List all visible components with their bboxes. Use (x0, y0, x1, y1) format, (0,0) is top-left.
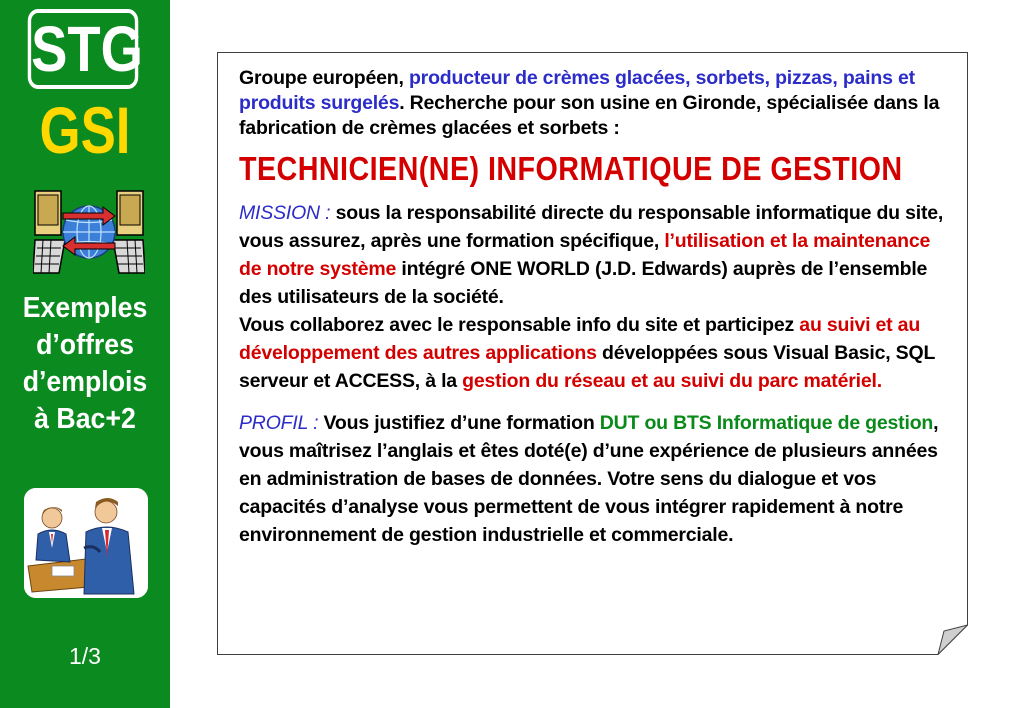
profil-paragraph (239, 409, 954, 549)
mission-text: développées sous Visual Basic, SQL serveur et ACCESS, à la (239, 342, 935, 392)
business-meeting-clipart (24, 488, 148, 598)
sidebar-title-line: d’offres (36, 329, 134, 361)
sidebar (0, 0, 170, 708)
intro-text: . Recherche pour son usine en Gironde, spécialisée dans la fabrication de crèmes glacées et sorbets : (239, 92, 940, 139)
stg-logo: STG (28, 9, 139, 89)
meeting-icon (24, 488, 148, 598)
profil-label: PROFIL : (239, 412, 319, 434)
mission-text: sous la responsabilité directe du responsable informatique du site, vous assurez, après une formation spécifique, (239, 202, 944, 252)
network-computers-icon (33, 185, 145, 280)
mission-label: MISSION : (239, 202, 331, 224)
intro-text: Groupe européen, (239, 67, 409, 89)
intro-products: producteur de crèmes glacées, sorbets, pizzas, pains et produits surgelés (239, 67, 915, 114)
mission-text: Vous collaborez avec le responsable info du site et participez (239, 314, 800, 336)
mission-highlight: gestion du réseau et au suivi du parc matériel. (462, 370, 882, 392)
mission-highlight: l’utilisation et la maintenance de notre système (239, 230, 931, 280)
profil-highlight: DUT ou BTS Informatique de gestion (599, 412, 934, 434)
mission-paragraph-2 (239, 311, 954, 395)
mission-highlight: au suivi et au développement des autres applications (239, 314, 921, 364)
mission-text: intégré ONE WORLD (J.D. Edwards) auprès de l’ensemble des utilisateurs de la société. (239, 258, 928, 308)
intro-paragraph (239, 66, 954, 141)
mission-paragraph (239, 199, 954, 311)
sidebar-title-line: Exemples (22, 292, 148, 324)
profil-text: , vous maîtrisez l’anglais et êtes doté(e) d’une expérience de plusieurs années en administration de bases de données. Votre sens du dialogue et vos capacités d’analyse vous permettent de vous intégrer rapidement à notre environnement de gestion industrielle et commerciale. (239, 412, 939, 546)
job-title-heading: TECHNICIEN(NE) INFORMATIQUE DE GESTION (239, 150, 903, 187)
profil-text: Vous justifiez d’une formation (318, 412, 600, 434)
sidebar-title (7, 290, 163, 438)
offer-text (239, 66, 954, 549)
sidebar-title-line: d’emplois (22, 366, 148, 398)
gsi-logo: GSI (39, 93, 131, 167)
page-number: 1/3 (69, 643, 101, 669)
sidebar-title-line: à Bac+2 (34, 403, 136, 435)
